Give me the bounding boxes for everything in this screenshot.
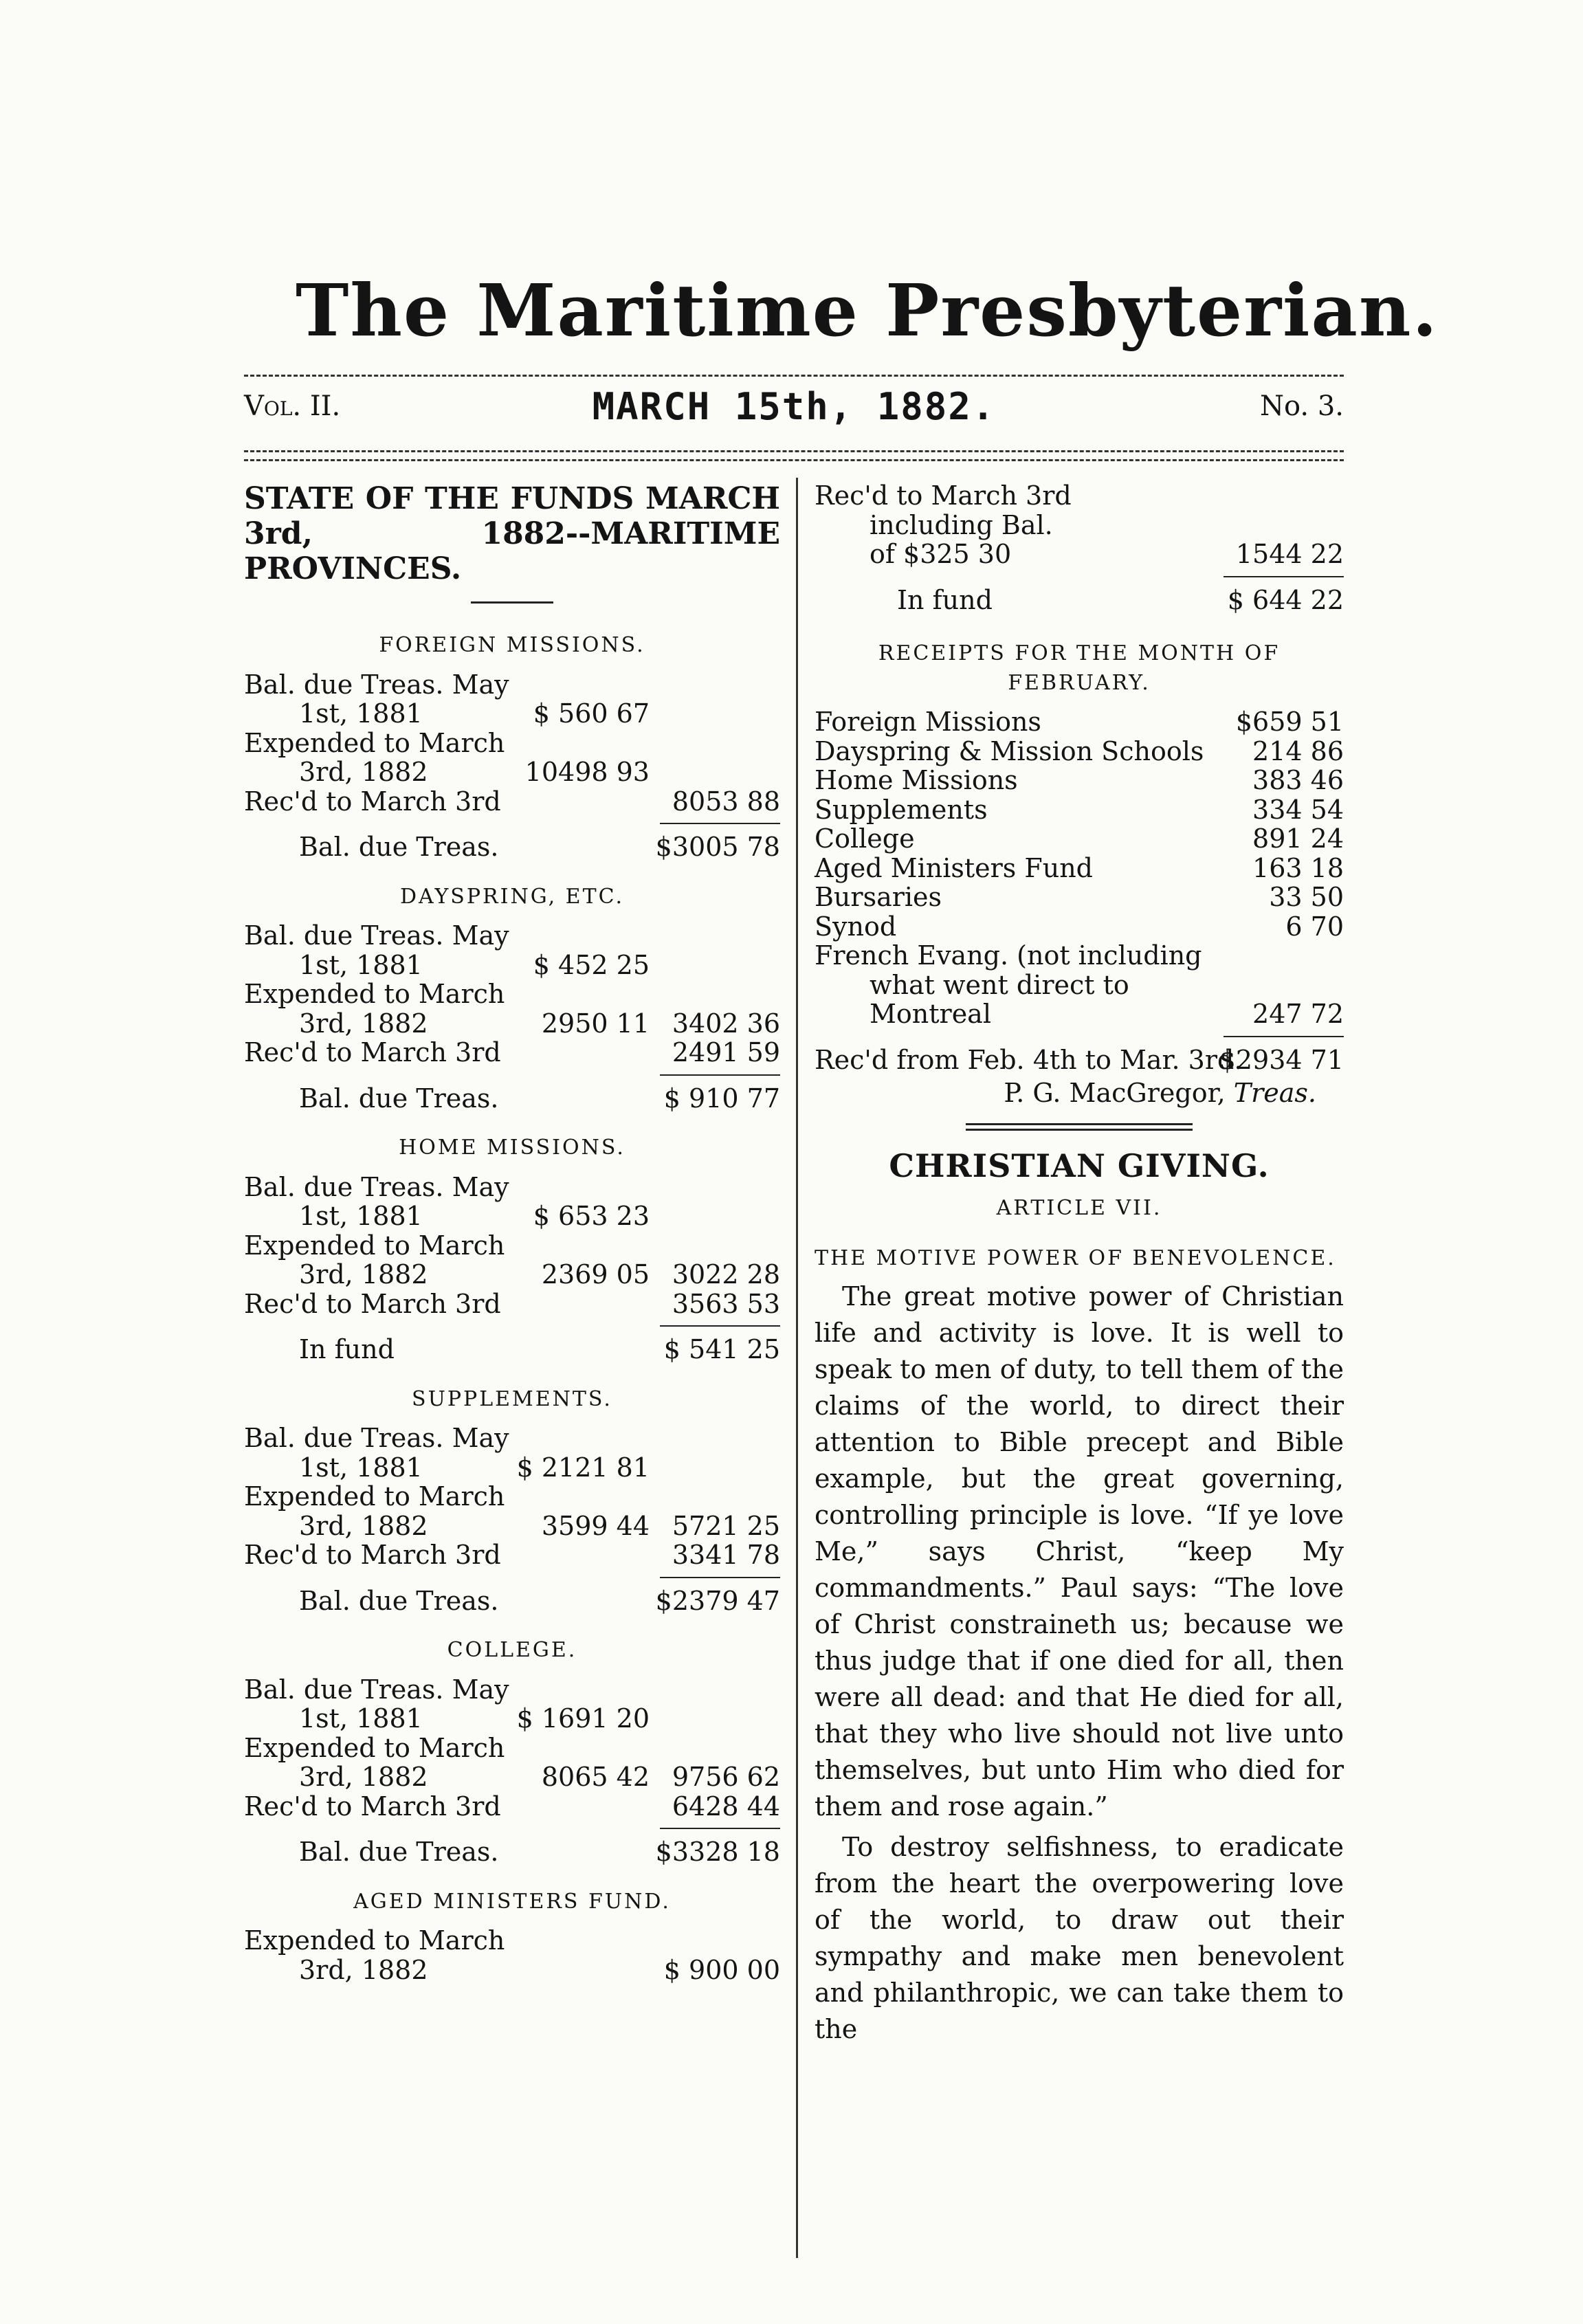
section-title-home: HOME MISSIONS. (399, 1136, 626, 1160)
issue-line (244, 385, 1344, 433)
receipt-label: Aged Ministers Fund (815, 852, 1093, 883)
ledger-row (244, 1482, 780, 1512)
receipt-row (815, 999, 1344, 1029)
row-amount: 3341 78 (672, 1540, 780, 1570)
issue-date: MARCH 15th, 1882. (592, 385, 996, 428)
ledger-row (244, 757, 780, 787)
row-amount: $ 560 67 (533, 698, 650, 729)
total-label: Bal. due Treas. (299, 1585, 499, 1616)
sum-line (1224, 1036, 1344, 1037)
article-caption: THE MOTIVE POWER OF BENEVOLENCE. (815, 1246, 1336, 1270)
row-amount: 2369 05 (541, 1259, 650, 1290)
row-label: 3rd, 1882 (299, 1954, 428, 1985)
issue-rule-top (244, 450, 1344, 452)
row-label: Expended to March (244, 1925, 505, 1956)
section-title-foreign: FOREIGN MISSIONS. (379, 633, 645, 657)
article-paragraph: To destroy selfishness, to eradicate from the heart the overpowering love of the world, to draw out their sympathy and make men benevolent and philanthropic, we can take them to the (815, 1832, 1344, 2044)
row-label: Rec'd to March 3rd (244, 1540, 501, 1570)
row-amount: 8053 88 (672, 786, 780, 817)
row-label: including Bal. (870, 509, 1053, 540)
receipt-label: Foreign Missions (815, 707, 1041, 737)
ledger-row (815, 481, 1344, 511)
row-label: Bal. due Treas. May (244, 920, 509, 951)
row-amount: 8065 42 (541, 1762, 650, 1792)
ledger-row (244, 1231, 780, 1261)
row-label: Expended to March (244, 1732, 505, 1763)
column-divider (796, 478, 798, 2258)
receipt-label: Montreal (870, 999, 991, 1029)
row-amount: $ 2121 81 (516, 1452, 650, 1483)
receipt-label: College (815, 823, 915, 854)
issue-rule-bottom (244, 459, 1344, 461)
ledger-row (244, 980, 780, 1009)
row-label: Rec'd to March 3rd (244, 1037, 501, 1067)
row-label: Rec'd to March 3rd (244, 1791, 501, 1822)
row-label: of $325 30 (870, 539, 1012, 569)
ledger-row (244, 921, 780, 951)
total-amount: $2379 47 (655, 1585, 780, 1616)
treasurer-signature (815, 1078, 1344, 1108)
funds-heading: STATE OF THE FUNDS MARCH 3rd, 1882--MARITIME PROVINCES. (244, 481, 780, 586)
total-row (815, 586, 1344, 615)
total-amount: $3005 78 (655, 832, 780, 862)
ledger-row (244, 951, 780, 980)
row-label: 1st, 1881 (299, 1201, 423, 1231)
total-row (244, 832, 780, 862)
receipts-title: RECEIPTS FOR THE MONTH OF FEBRUARY. (878, 641, 1281, 695)
receipt-row (815, 971, 1344, 1000)
total-label: Bal. due Treas. (299, 832, 499, 862)
row-label: Rec'd to March 3rd (244, 1288, 501, 1319)
ledger-row (244, 1424, 780, 1453)
receipt-amount: $659 51 (1235, 707, 1344, 737)
receipt-label: Synod (815, 911, 897, 942)
receipt-row (815, 824, 1344, 854)
receipt-label: Bursaries (815, 882, 942, 912)
issue-number: No. 3. (1260, 390, 1344, 422)
ledger-row (244, 787, 780, 817)
receipt-label: Home Missions (815, 765, 1018, 795)
row-sum: 5721 25 (672, 1510, 780, 1541)
row-label: 3rd, 1882 (299, 1510, 428, 1541)
receipt-amount: 334 54 (1252, 794, 1344, 825)
row-amount: $ 452 25 (533, 949, 650, 980)
ledger-row (244, 1762, 780, 1792)
section-title-supplements: SUPPLEMENTS. (412, 1386, 612, 1411)
row-label: Bal. due Treas. May (244, 1171, 509, 1202)
sum-line (660, 1828, 780, 1829)
ledger-row (244, 1540, 780, 1570)
receipt-amount: 6 70 (1285, 911, 1344, 942)
sum-line (660, 823, 780, 824)
row-label: Expended to March (244, 1230, 505, 1261)
total-label: Bal. due Treas. (299, 1083, 499, 1114)
ledger-row (244, 1734, 780, 1763)
ledger-row (244, 1290, 780, 1319)
ledger-row (244, 1260, 780, 1290)
receipt-row (815, 707, 1344, 737)
receipt-amount: 214 86 (1252, 735, 1344, 766)
row-label: 3rd, 1882 (299, 757, 428, 787)
heading-rule (471, 601, 553, 604)
row-amount: $ 1691 20 (516, 1703, 650, 1734)
row-amount: 1544 22 (1235, 539, 1344, 569)
ledger-row (815, 511, 1344, 540)
row-amount: $ 653 23 (533, 1201, 650, 1231)
receipt-row (815, 737, 1344, 766)
ledger-row (815, 540, 1344, 569)
receipt-amount: 33 50 (1269, 882, 1344, 912)
receipt-label: French Evang. (not including (815, 940, 1202, 971)
total-row (244, 1335, 780, 1364)
row-label: Bal. due Treas. May (244, 1674, 509, 1705)
ledger-row (244, 699, 780, 729)
receipt-label: what went direct to (870, 969, 1129, 1000)
sum-line (660, 1325, 780, 1327)
receipt-row (815, 854, 1344, 883)
row-label: Expended to March (244, 1481, 505, 1512)
section-title-aged: AGED MINISTERS FUND. (353, 1889, 671, 1914)
section-title-dayspring: DAYSPRING, ETC. (399, 884, 625, 909)
row-amount: 3563 53 (672, 1288, 780, 1319)
ledger-row (244, 1512, 780, 1541)
row-label: 1st, 1881 (299, 698, 423, 729)
total-label: Bal. due Treas. (299, 1837, 499, 1867)
row-amount: 6428 44 (672, 1791, 780, 1822)
total-amount: $2934 71 (1219, 1044, 1344, 1075)
total-amount: $ 910 77 (663, 1083, 780, 1114)
ledger-row (244, 670, 780, 700)
total-label: In fund (897, 584, 993, 615)
total-amount: $3328 18 (655, 1837, 780, 1867)
row-label: 3rd, 1882 (299, 1008, 428, 1039)
row-sum: 3022 28 (672, 1259, 780, 1290)
row-label: Rec'd to March 3rd (244, 786, 501, 817)
ledger-row (244, 729, 780, 758)
receipt-amount: 891 24 (1252, 823, 1344, 854)
receipt-label: Supplements (815, 794, 988, 825)
signer-name: P. G. MacGregor, (1004, 1078, 1226, 1108)
row-amount: 2950 11 (541, 1008, 650, 1039)
row-sum: 3402 36 (672, 1008, 780, 1039)
sum-line (660, 1577, 780, 1578)
masthead-title: The Maritime Presbyterian. (296, 268, 1439, 353)
total-label: Rec'd from Feb. 4th to Mar. 3rd. (815, 1044, 1243, 1075)
receipt-row (815, 883, 1344, 912)
sum-line (660, 1074, 780, 1076)
row-label: 1st, 1881 (299, 1703, 423, 1734)
row-sum: 9756 62 (672, 1762, 780, 1792)
masthead-rule (244, 375, 1344, 377)
receipt-row (815, 795, 1344, 825)
receipt-label: Dayspring & Mission Schools (815, 735, 1204, 766)
article-divider (966, 1123, 1193, 1131)
total-label: In fund (299, 1334, 395, 1364)
total-row (244, 1837, 780, 1867)
total-row (244, 1586, 780, 1616)
receipt-amount: 247 72 (1252, 999, 1344, 1029)
row-label: Expended to March (244, 979, 505, 1009)
row-label: Bal. due Treas. May (244, 1423, 509, 1453)
article-title: CHRISTIAN GIVING. (889, 1147, 1270, 1184)
ledger-row (244, 1704, 780, 1734)
ledger-row (244, 1956, 780, 1985)
row-label: 3rd, 1882 (299, 1762, 428, 1792)
row-label: Expended to March (244, 727, 505, 758)
section-title-college: COLLEGE. (447, 1638, 577, 1662)
row-label: 3rd, 1882 (299, 1259, 428, 1290)
row-label: 1st, 1881 (299, 1452, 423, 1483)
total-amount: $ 644 22 (1227, 584, 1344, 615)
receipt-row (815, 766, 1344, 795)
ledger-row (244, 1453, 780, 1483)
volume-label: Vol. II. (244, 390, 341, 422)
ledger-row (244, 1009, 780, 1039)
left-column (244, 481, 780, 1984)
signer-title: Treas. (1233, 1078, 1316, 1108)
receipt-amount: 383 46 (1252, 765, 1344, 795)
row-amount: 2491 59 (672, 1037, 780, 1067)
total-row (244, 1084, 780, 1114)
ledger-row (244, 1675, 780, 1705)
row-label: Rec'd to March 3rd (815, 480, 1072, 511)
total-amount: $ 541 25 (663, 1334, 780, 1364)
row-amount: 10498 93 (524, 757, 650, 787)
total-row (815, 1045, 1344, 1075)
right-column (815, 481, 1344, 2048)
ledger-row (244, 1792, 780, 1822)
row-label: Bal. due Treas. May (244, 669, 509, 700)
ledger-row (244, 1202, 780, 1231)
article-number: ARTICLE VII. (996, 1196, 1162, 1220)
ledger-row (244, 1173, 780, 1202)
receipt-amount: 163 18 (1252, 852, 1344, 883)
receipt-row (815, 941, 1344, 971)
ledger-row (244, 1038, 780, 1067)
sum-line (1224, 576, 1344, 577)
row-amount: 3599 44 (541, 1510, 650, 1541)
ledger-row (244, 1926, 780, 1956)
row-amount: $ 900 00 (663, 1954, 780, 1985)
row-label: 1st, 1881 (299, 949, 423, 980)
receipt-row (815, 912, 1344, 942)
article-paragraph: The great motive power of Christian life and activity is love. It is well to speak to men of duty, to tell them of the claims of the world, to direct their attention to Bible precept and Bible example, but the great governing, controlling principle is love. “If ye love Me,” says Christ, “keep My commandments.” Paul says: “The love of Christ constraineth us; because we thus judge that if one died for all, then were all dead: and that He died for all, that they who live should not live unto themselves, but unto Him who died for them and rose again.” (815, 1281, 1344, 1822)
